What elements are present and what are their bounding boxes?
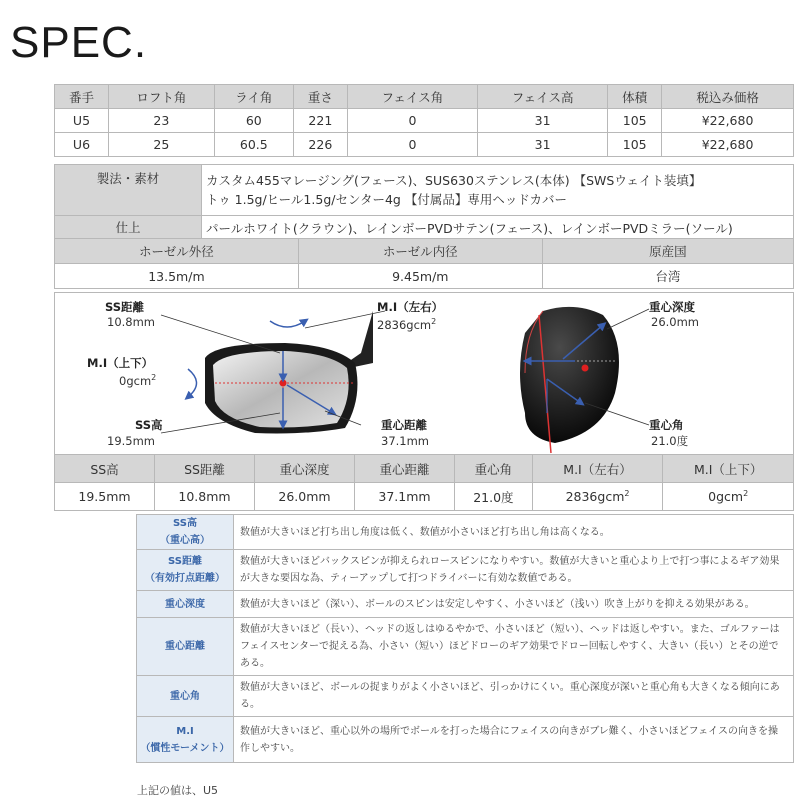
hosel-value-row [55,264,794,289]
material-table [54,164,794,242]
mi-lr-value-text [377,317,436,332]
cg-value: 21.0度 [473,489,514,505]
spec-cell: 23 [108,109,214,133]
cg-distance-value: 37.1mm [381,434,430,448]
spec-header-cell: 税込み価格 [662,85,794,109]
cg-header-cell: M.I（上下） [663,455,794,483]
explanation-row [137,676,794,717]
mi-ud-exp: 2 [151,373,157,382]
explanation-row [137,591,794,618]
explanation-term-cell [137,591,234,618]
mi-lr-value: 2836gcm [377,318,432,332]
mi-ud-label: M.I（上下） [87,356,154,370]
cg-diagram [54,292,794,456]
explanation-text: 数値が大きいほど（深い）、ボールのスピンは安定しやすく、小さいほど（浅い）吹き上がりを抑える効果がある。 [234,591,794,618]
spec-cell: 25 [108,133,214,157]
cg-header-cell: 重心距離 [355,455,455,483]
explanation-row [137,717,794,763]
explanation-table [136,514,794,763]
spec-cell: 60.5 [214,133,293,157]
explanation-row [137,618,794,676]
cg-value-exp: 2 [624,488,630,498]
footnote: 上記の値は、U5 [137,784,219,797]
explanation-term-sub: （慣性モーメント） [140,742,230,754]
cg-value-exp: 2 [743,488,749,498]
cg-value-cell [55,483,155,511]
cg-header-cell: SS距離 [155,455,255,483]
mi-ud-value: 0gcm [119,374,152,388]
spec-header-cell: ライ角 [214,85,293,109]
explanation-term: 重心距離 [165,641,205,652]
hosel-value-cell: 9.45m/m [298,264,542,289]
spec-cell: ¥22,680 [662,109,794,133]
cg-angle-value: 21.0度 [651,434,689,448]
cg-value-cell [355,483,455,511]
cg-header-cell: SS高 [55,455,155,483]
head-top-view [520,307,619,453]
cg-value-cell [663,483,794,511]
explanation-term: SS高 [173,518,197,529]
mi-lr-exp: 2 [431,317,437,326]
hosel-value-cell: 台湾 [542,264,793,289]
spec-cell: 105 [608,109,662,133]
cg-angle-label: 重心角 [649,418,684,432]
explanation-term-cell [137,550,234,591]
spec-cell: 0 [347,133,477,157]
explanation-term: SS距離 [168,556,202,567]
mi-ud-value-text [119,373,156,388]
spec-cell: 226 [293,133,347,157]
spec-cell: 0 [347,109,477,133]
spec-cell: ¥22,680 [662,133,794,157]
explanation-row [137,515,794,550]
cg-header-cell: M.I（左右） [532,455,663,483]
spec-header-cell: 重さ [293,85,347,109]
cg-value-cell [255,483,355,511]
cg-value: 26.0mm [278,489,331,504]
ss-distance-label: SS距離 [105,300,145,314]
spec-header-row [55,85,794,109]
hosel-value-cell: 13.5m/m [55,264,299,289]
cg-value: 37.1mm [378,489,431,504]
cg-header-row [55,455,794,483]
cg-value-cell [155,483,255,511]
explanation-term-cell [137,618,234,676]
cg-value: 0gcm [708,489,744,505]
hosel-header-cell: ホーゼル外径 [55,239,299,264]
cg-point [280,380,287,387]
cg-depth-label: 重心深度 [649,300,695,314]
explanation-term-cell [137,515,234,550]
material-label: 製法・素材 [55,165,202,216]
cg-value-cell [455,483,533,511]
material-line-1: カスタム455マレージング(フェース)、SUS630ステンレス(本体) 【SWSウェイト装填】 [206,173,702,188]
cg-distance-label: 重心距離 [381,418,427,432]
crown-shape [520,307,619,443]
finish-label: 仕上 [55,216,202,242]
explanation-row [137,550,794,591]
explanation-body [137,515,794,763]
head-face-view [188,311,373,433]
cg-header-cell: 重心深度 [255,455,355,483]
finish-value: パールホワイト(クラウン)、レインボーPVDサテン(フェース)、レインボーPVDミラー(ソール) [202,216,794,242]
cg-diagram-svg [55,293,793,455]
material-row [55,165,794,216]
explanation-term-sub: （重心高） [160,535,210,546]
spec-row [55,133,794,157]
explanation-text: 数値が大きいほど（長い）、ヘッドの返しはゆるやかで、小さいほど（短い）、ヘッドは返しやすい。また、ゴルファーはフェイスセンターで捉える為、小さい（短い）ほどドローのギア効果でドロー回転しやすく、大きい（長い）とその逆である。 [234,618,794,676]
cg-header-cell: 重心角 [455,455,533,483]
explanation-text: 数値が大きいほど、重心以外の場所でボールを打った場合にフェイスの向きがブレ難く、小さいほどフェイスの向きを操作しやすい。 [234,717,794,763]
spec-header-cell: フェイス角 [347,85,477,109]
explanation-term: 重心深度 [165,598,205,610]
spec-cell: 60 [214,109,293,133]
material-value [202,165,794,216]
cg-value: 19.5mm [78,489,131,504]
cg-value-row [55,483,794,511]
spec-table [54,84,794,157]
explanation-text: 数値が大きいほど、ボールの捉まりがよく小さいほど、引っかけにくい。重心深度が深いと重心角も大きくなる傾向にある。 [234,676,794,717]
cg-value: 10.8mm [178,489,231,504]
cg-point-top [582,365,589,372]
explanation-term-cell [137,717,234,763]
cg-value: 2836gcm [565,489,625,505]
page-title: SPEC. [10,18,148,67]
spec-header-cell: 番手 [55,85,109,109]
face-plate [213,351,349,428]
spec-cell: 31 [478,133,608,157]
explanation-text: 数値が大きいほど打ち出し角度は低く、数値が小さいほど打ち出し角は高くなる。 [234,515,794,550]
explanation-term: 重心角 [170,690,200,702]
spec-cell: 31 [478,109,608,133]
ss-height-value: 19.5mm [107,434,156,448]
spec-header-cell: ロフト角 [108,85,214,109]
spec-body [55,109,794,157]
material-line-2: トゥ 1.5g/ヒール1.5g/センター4g 【付属品】専用ヘッドカバー [206,192,567,207]
spec-header-cell: フェイス高 [478,85,608,109]
explanation-term: M.I [176,725,194,737]
spec-cell: 221 [293,109,347,133]
hosel-header-cell: ホーゼル内径 [298,239,542,264]
spec-cell: U6 [55,133,109,157]
cg-value-cell [532,483,663,511]
explanation-term-cell [137,676,234,717]
spec-row [55,109,794,133]
cg-depth-value: 26.0mm [651,315,700,329]
ss-height-label: SS高 [135,418,163,432]
hosel-header-row [55,239,794,264]
spec-cell: U5 [55,109,109,133]
spec-header-cell: 体積 [608,85,662,109]
cg-table [54,454,794,511]
spec-cell: 105 [608,133,662,157]
explanation-term-sub: （有効打点距離） [145,573,225,584]
mi-lr-label: M.I（左右） [377,300,444,314]
explanation-text: 数値が大きいほどバックスピンが抑えられロースピンになりやすい。数値が大きいと重心より上で打つ事によるギア効果が大きな要因な為、ティーアップして打つドライバーに有効な数値である。 [234,550,794,591]
ss-distance-value: 10.8mm [107,315,156,329]
hosel-header-cell: 原産国 [542,239,793,264]
hosel-table [54,238,794,289]
